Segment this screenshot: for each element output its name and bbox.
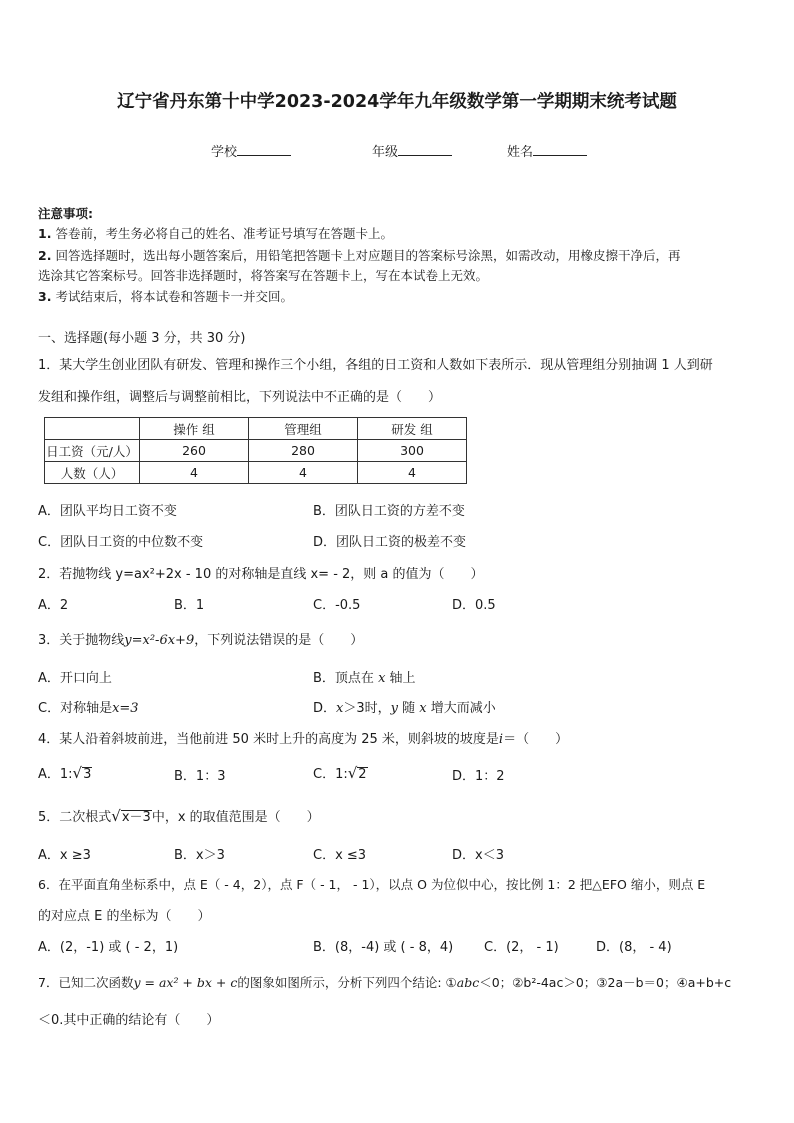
q2-option-d[interactable]: D．0.5 — [452, 598, 496, 613]
table-cell: 4 — [358, 462, 467, 484]
note-2: 2. 回答选择题时，选出每小题答案后，用铅笔把答题卡上对应题目的答案标号涂黑，如需改动，用橡皮擦干净后，再 — [38, 248, 681, 263]
q4-stem: 4．某人沿着斜坡前进，当他前进 50 米时上升的高度为 25 米，则斜坡的坡度是i＝（ ） — [38, 732, 569, 747]
q1-option-d[interactable]: D．团队日工资的极差不变 — [313, 535, 467, 550]
q3-option-c[interactable]: C．对称轴是x=3 — [38, 701, 139, 716]
q7-stem-line2: ＜0.其中正确的结论有（ ） — [38, 1013, 220, 1028]
q3-stem: 3．关于抛物线y=x²-6x+9，下列说法错误的是（ ） — [38, 633, 364, 648]
school-field[interactable] — [211, 141, 291, 160]
school-blank[interactable] — [237, 143, 291, 156]
q6-stem-line1: 6．在平面直角坐标系中，点 E（ - 4，2），点 F（ - 1， - 1），以点 O 为位似中心，按比例 1：2 把△EFO 缩小，则点 E — [38, 877, 706, 892]
sqrt-radicand: x－3 — [121, 810, 151, 825]
q2-option-c[interactable]: C．-0.5 — [313, 598, 361, 613]
table-cell: 260 — [140, 440, 249, 462]
q3-option-a[interactable]: A．开口向上 — [38, 671, 112, 686]
sqrt-radicand: 2 — [358, 767, 367, 782]
q1-option-a[interactable]: A．团队平均日工资不变 — [38, 504, 177, 519]
q4-option-c[interactable]: C．1:√2 — [313, 764, 367, 782]
q7-stem-line1: 7．已知二次函数y = ax² + bx + c的图象如图所示，分析下列四个结论: ①abc＜0；②b²-4ac＞0；③2a－b＝0；④a+b+c — [38, 975, 732, 990]
table-cell: 日工资（元/人） — [45, 440, 140, 462]
q5-option-a[interactable]: A．x ≥3 — [38, 848, 91, 863]
q1-option-b[interactable]: B．团队日工资的方差不变 — [313, 504, 465, 519]
q2-option-b[interactable]: B．1 — [174, 598, 205, 613]
q6-stem-line2: 的对应点 E 的坐标为（ ） — [38, 909, 211, 924]
q5-option-d[interactable]: D．x＜3 — [452, 848, 504, 863]
table-header-row — [45, 418, 467, 440]
q1-option-c[interactable]: C．团队日工资的中位数不变 — [38, 535, 204, 550]
sqrt-radicand: 3 — [83, 767, 92, 782]
note-2-cont: 选涂其它答案标号。回答非选择题时，将答案写在答题卡上，写在本试卷上无效。 — [38, 268, 489, 283]
section-heading: 一、选择题(每小题 3 分，共 30 分) — [38, 331, 246, 346]
grade-label: 年级 — [372, 145, 399, 160]
q5-stem: 5．二次根式√x－3中，x 的取值范围是（ ） — [38, 807, 320, 825]
q6-option-a[interactable]: A．(2，-1) 或 ( - 2，1) — [38, 940, 179, 955]
q3-expression: y=x²-6x+9 — [124, 633, 195, 648]
page-title: 辽宁省丹东第十中学2023-2024学年九年级数学第一学期期末统考试题 — [117, 92, 677, 112]
q6-option-c[interactable]: C．(2， - 1) — [484, 940, 559, 955]
q4-option-a[interactable]: A．1:√3 — [38, 764, 92, 782]
q4-option-d[interactable]: D．1：2 — [452, 769, 505, 784]
notes-heading: 注意事项: — [38, 206, 93, 221]
q6-option-d[interactable]: D．(8， - 4) — [596, 940, 672, 955]
wage-table — [44, 417, 467, 484]
q1-stem-line1: 1．某大学生创业团队有研发、管理和操作三个小组，各组的日工资和人数如下表所示．现从管理组分别抽调 1 人到研 — [38, 358, 713, 373]
q5-option-c[interactable]: C．x ≤3 — [313, 848, 367, 863]
table-cell: 操作 组 — [140, 418, 249, 440]
table-cell: 300 — [358, 440, 467, 462]
table-cell: 人数（人） — [45, 462, 140, 484]
grade-blank[interactable] — [398, 143, 452, 156]
q1-stem-line2: 发组和操作组，调整后与调整前相比，下列说法中不正确的是（ ） — [38, 390, 442, 405]
table-cell — [45, 418, 140, 440]
q4-option-b[interactable]: B．1：3 — [174, 769, 226, 784]
q2-stem: 2．若抛物线 y=ax²+2x - 10 的对称轴是直线 x= - 2，则 a 的值为（ ） — [38, 567, 484, 582]
q2-option-a[interactable]: A．2 — [38, 598, 69, 613]
school-label: 学校 — [211, 145, 238, 160]
table-row — [45, 462, 467, 484]
grade-field[interactable] — [372, 141, 452, 160]
name-label: 姓名 — [507, 145, 534, 160]
q7-function: y = ax² + bx + c — [133, 975, 238, 990]
note-1: 1. 答卷前，考生务必将自己的姓名、准考证号填写在答题卡上。 — [38, 226, 393, 241]
name-blank[interactable] — [533, 143, 587, 156]
table-cell: 4 — [249, 462, 358, 484]
name-field[interactable] — [507, 141, 587, 160]
q3-option-b[interactable]: B．顶点在 x 轴上 — [313, 671, 416, 686]
table-row — [45, 440, 467, 462]
table-cell: 研发 组 — [358, 418, 467, 440]
note-3: 3. 考试结束后，将本试卷和答题卡一并交回。 — [38, 289, 293, 304]
table-cell: 4 — [140, 462, 249, 484]
table-cell: 管理组 — [249, 418, 358, 440]
table-cell: 280 — [249, 440, 358, 462]
q3-option-d[interactable]: D．x＞3时，y 随 x 增大而减小 — [313, 701, 496, 716]
q6-option-b[interactable]: B．(8，-4) 或 ( - 8，4) — [313, 940, 454, 955]
q5-option-b[interactable]: B．x＞3 — [174, 848, 225, 863]
